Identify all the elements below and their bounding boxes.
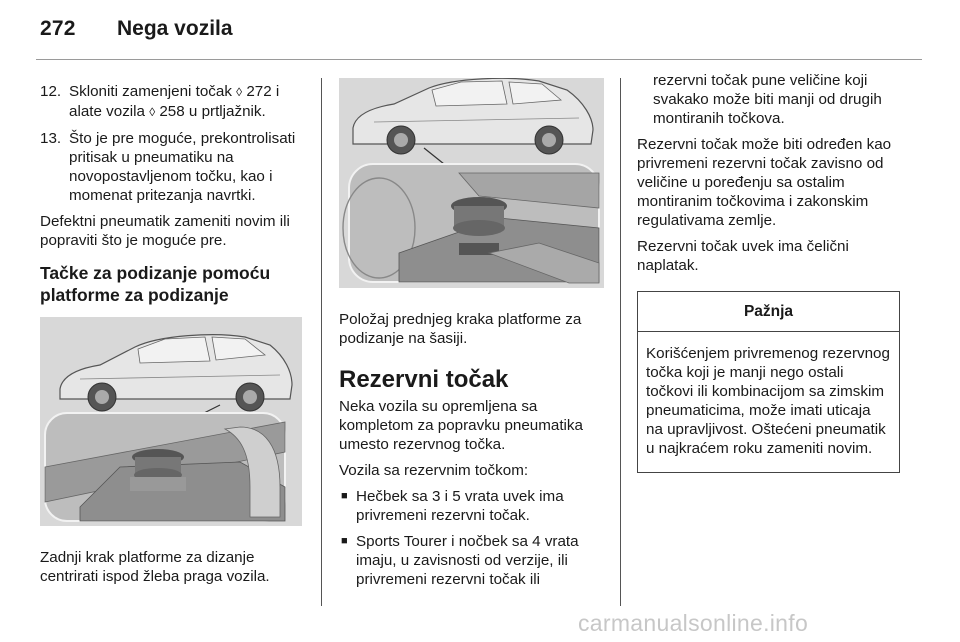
step-text: 272 i alate vozila [69, 83, 280, 120]
list-item [339, 532, 604, 589]
paragraph-temporary-spare: Rezervni točak može biti određen kao privremeni rezervni točak zavisno od veličine u poređenju sa ostalim montiranim točkovima i zakonskim regulativama zemlje. [637, 136, 892, 229]
list-item-text: Sports Tourer i nočbek sa 4 vrata imaju, u zavisnosti od verzije, ili privremeni rezervni točak ili [356, 533, 579, 588]
paragraph-defective-tyre: Defektni pneumatik zameniti novim ili popraviti što je moguće pre. [40, 213, 290, 249]
header-divider [36, 59, 922, 60]
list-item [339, 487, 604, 525]
step-number: 12. [40, 83, 62, 100]
bullet-square-icon: ■ [341, 535, 348, 547]
cross-reference-arrow-icon[interactable]: ◊ [236, 85, 243, 99]
column-divider-2 [620, 78, 621, 606]
paragraph-repair-kit: Neka vozila su opremljena sa kompletom za popravku pneumatika umesto rezervnog točka. [339, 398, 583, 453]
caution-text: Korišćenjem privremenog rezervnog točka koji je manji nego ostali točkovi ili kombinacijom sa zimskim pneumaticima, može imati uticaja na upravljivost. Oštećeni pneumatik u najkraćem roku zameniti novim. [646, 345, 890, 457]
page-number: 272 [40, 17, 76, 40]
bullet-square-icon: ■ [341, 490, 348, 502]
illustration-front-lift-point [339, 78, 601, 288]
caution-box [637, 291, 900, 473]
step-text: Što je pre moguće, prekontrolisati pritisak u pneumatiku na novopostavljenom točku, kao i momenat pritezanja navrtki. [69, 130, 296, 204]
figure-caption-front: Položaj prednjeg kraka platforme za podizanje na šasiji. [339, 311, 582, 347]
paragraph-vehicles-with-spare: Vozila sa rezervnim točkom: [339, 462, 529, 479]
column-middle [339, 82, 604, 596]
caution-title: Pažnja [638, 292, 899, 332]
chapter-title: Nega vozila [117, 17, 233, 40]
cross-reference-arrow-icon[interactable]: ◊ [149, 105, 156, 119]
step-12 [40, 82, 306, 122]
column-left [40, 82, 306, 593]
figure-caption-rear: Zadnji krak platforme za dizanje centrirati ispod žleba praga vozila. [40, 549, 270, 585]
column-divider-1 [321, 78, 322, 606]
illustration-rear-lift-point [40, 317, 302, 526]
step-number: 13. [40, 130, 62, 147]
car-rear-lift-drawing [40, 317, 302, 526]
car-front-lift-drawing [339, 78, 604, 288]
list-item-continuation: rezervni točak pune veličine koji svakako može biti manji od drugih montiranih točkova. [653, 72, 882, 127]
paragraph-steel-rim: Rezervni točak uvek ima čelični naplatak. [637, 238, 849, 274]
section-heading-spare-wheel: Rezervni točak [339, 366, 509, 393]
step-text: 258 u prtljažnik. [155, 103, 266, 120]
list-item-text: Hečbek sa 3 i 5 vrata uvek ima privremeni rezervni točak. [356, 488, 564, 524]
page-header [0, 0, 960, 60]
watermark-text: carmanualsonline.info [578, 610, 809, 636]
column-right [637, 72, 903, 473]
section-heading-lift-points: Tačke za podizanje pomoću platforme za podizanje [40, 263, 271, 305]
step-text: Skloniti zamenjeni točak [69, 83, 237, 100]
step-13 [40, 129, 306, 205]
